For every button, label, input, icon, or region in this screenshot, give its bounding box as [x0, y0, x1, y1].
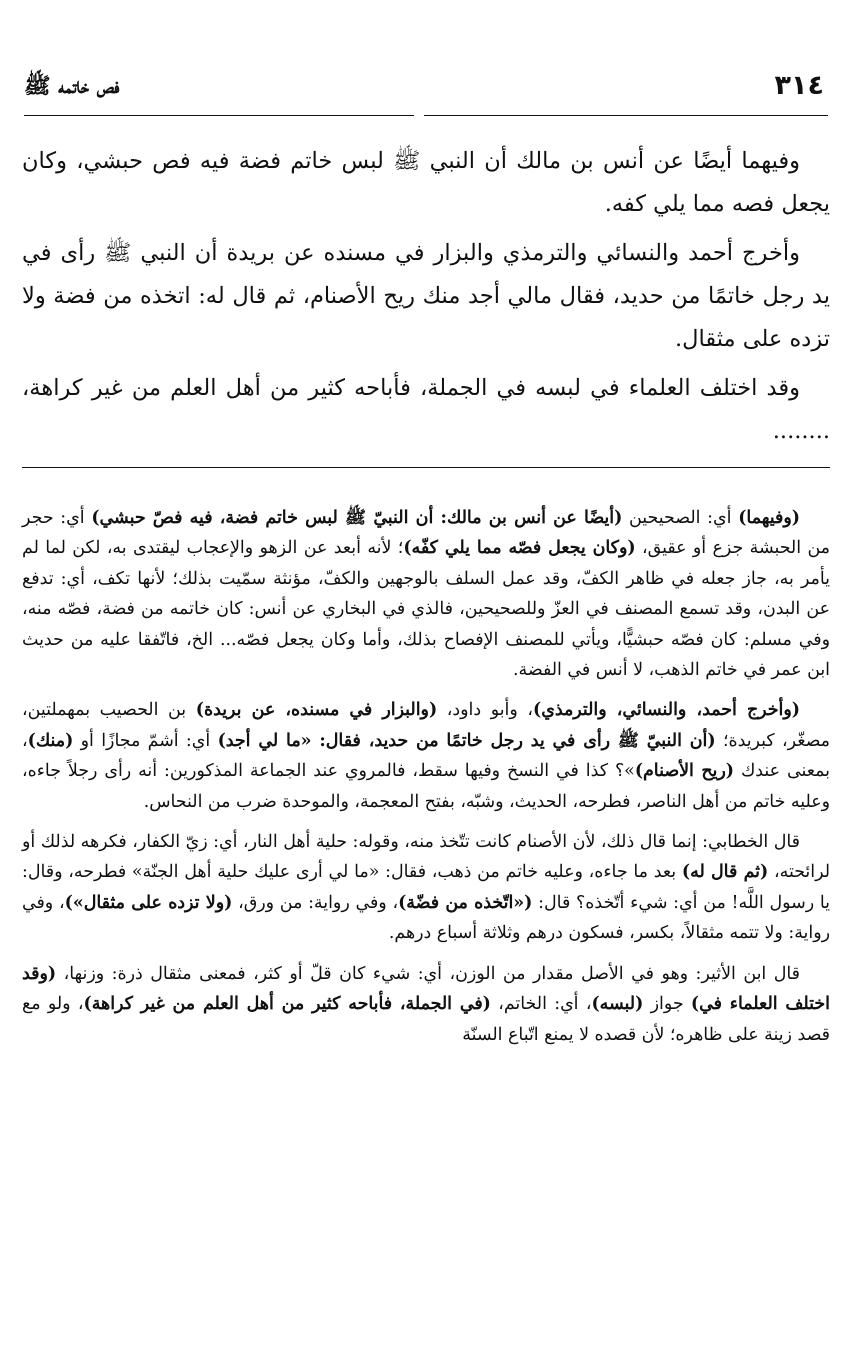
- quoted-matn-text: (ثم قال له): [681, 862, 769, 883]
- commentary-text: ، بمعنى عندك: [22, 730, 830, 782]
- quoted-matn-text: (وأخرج أحمد، والنسائي، والترمذي): [533, 700, 800, 721]
- commentary-paragraph: [22, 827, 830, 949]
- header-rule-left: [24, 115, 414, 116]
- commentary-text: قال الخطابي: إنما قال ذلك، لأن الأصنام كانت تتّخذ منه، وقوله: حلية أهل النار، أي: زيّ الكفار، فكرهه لذلك أو لرائحته،: [22, 832, 831, 883]
- quoted-matn-text: (والبزار في مسنده، عن بريدة): [195, 700, 438, 721]
- main-paragraph-2: وأخرج أحمد والنسائي والترمذي والبزار في مسنده عن بريدة أن النبي ﷺ رأى في يد رجل خاتمًا من حديد، فقال مالي أجد منك ريح الأصنام، ثم قال له: اتخذه من فضة ولا تزده على مثقال.: [22, 240, 830, 352]
- quoted-matn-text: (وفيهما): [738, 508, 800, 528]
- main-paragraph-1: وفيهما أيضًا عن أنس بن مالك أن النبي ﷺ لبس خاتم فضة فيه فص حبشي، وكان يجعل فصه مما يلي كفه.: [22, 148, 830, 217]
- commentary-paragraph: [22, 959, 830, 1050]
- main-paragraph-3: وقد اختلف العلماء في لبسه في الجملة، فأباحه كثير من أهل العلم من غير كراهة، ........: [22, 375, 830, 444]
- commentary-text: ؛ لأنه أبعد عن الزهو والإعجاب ليقتدى به، لكن لما لم يأمر به، جاز جعله في ظاهر الكفّ، وقد عمل السلف بالوجهين والكفّ، مؤنثة سمّيت بذلك؛ لأنها تكف، أي: تدفع عن البدن، وقد تسمع المصنف في العزّ وللصحيحين، فالذي في البخاري عن أنس: كان خاتمه من فضة، فصّه منه، وفي مسلم: كان فصّه حبشيًّا، ويأتي للمصنف الإفصاح بذلك، وأما وكان يجعل فصّه... الخ، فاتّفقا عليه من حديث ابن عمر في خاتم الذهب، لا أنس في الفضة.: [22, 538, 830, 681]
- page-number: ٣١٤: [774, 70, 824, 101]
- quoted-matn-text: (منك): [27, 730, 74, 751]
- commentary-text: ، وفي رواية: من ورق،: [232, 892, 399, 913]
- commentary-text: قال ابن الأثير: وهو في الأصل مقدار من الوزن، أي: شيء كان قلّ أو كثر، فمعنى مثقال ذرة: وزنها،: [56, 963, 800, 984]
- separator-rule: [22, 467, 830, 468]
- commentary-text: أي: حجر من الحبشة جزع أو عقيق،: [22, 508, 830, 559]
- quoted-matn-text: («اتّخذه من فضّة): [398, 892, 533, 913]
- header-rule-right: [424, 115, 828, 116]
- commentary-text: ، وأبو داود،: [437, 700, 533, 721]
- commentary-text: ، ولو مع قصد زينة على ظاهره؛ لأن قصده لا يمنع اتّباع السنّة: [22, 994, 830, 1045]
- book-page: [22, 0, 830, 1364]
- commentary-text: جواز: [643, 994, 691, 1015]
- quoted-matn-text: (ريح الأصنام): [634, 761, 735, 782]
- commentary-text: ، أي: الخاتم،: [490, 994, 592, 1015]
- quoted-matn-text: (أن النبيّ ﷺ رأى في يد رجل خاتمًا من حديد، فقال: «ما لي أجد): [217, 730, 716, 751]
- quoted-matn-text: (لبسه): [591, 994, 644, 1015]
- commentary-text: أي: الصحيحين: [622, 508, 739, 528]
- commentary-text: »؟ كذا في النسخ وفيها سقط، فالمروي عند الجماعة المذكورين: أنه رأى رجلاً جاءه، وعليه خاتم من أهل الناصر، فطرحه، الحديث، وشبّه، بفتح المعجمة، والموحدة ضرب من النحاس.: [22, 761, 830, 812]
- commentary-text: بعد ما جاءه، وعليه خاتم من ذهب، فقال: «ما لي أرى عليك حلية أهل الجنّة» فطرحه، وقال: يا رسول اللَّه! من أي: شيء أتّخذه؟ قال:: [22, 862, 830, 913]
- quoted-matn-text: (في الجملة، فأباحه كثير من أهل العلم من غير كراهة): [83, 994, 491, 1015]
- running-title: فص خاتمه ﷺ: [24, 73, 120, 99]
- commentary-paragraph: [22, 503, 830, 685]
- page-header: [22, 66, 830, 110]
- quoted-matn-text: (أيضًا عن أنس بن مالك: أن النبيّ ﷺ لبس خاتم فضة، فيه فصّ حبشي): [91, 508, 623, 528]
- main-text: [22, 140, 830, 459]
- quoted-matn-text: (وكان يجعل فصّه مما يلي كفّه): [403, 538, 636, 559]
- quoted-matn-text: (وقد اختلف العلماء في): [22, 963, 831, 1015]
- commentary-text: أي: أشمّ مجازًا أو: [73, 730, 218, 751]
- quoted-matn-text: (ولا تزده على مثقال»): [64, 892, 233, 913]
- commentary-paragraph: [22, 695, 830, 817]
- commentary: [22, 503, 830, 1060]
- commentary-text: بن الحصيب بمهملتين، مصغّر، كبريدة؛: [22, 700, 831, 751]
- commentary-text: ، وفي رواية: ولا تتمه مثقالاً، بكسر، فسكون درهم وثلاثة أسباع درهم.: [22, 892, 830, 944]
